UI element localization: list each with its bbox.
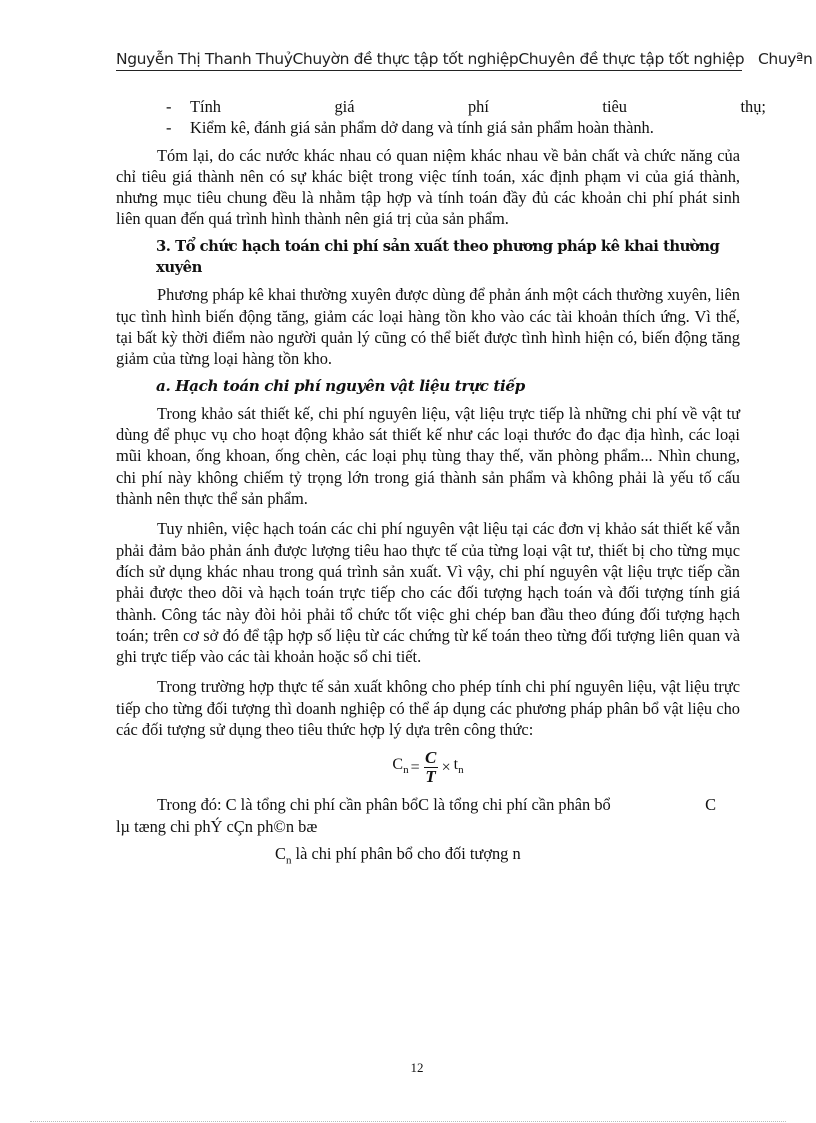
bullet-word: tiêu <box>602 97 627 116</box>
bullet-text <box>190 96 766 117</box>
formula-lhs: $C_n$ <box>392 755 409 776</box>
bullet-word: thụ; <box>740 97 766 116</box>
allocation-formula <box>116 746 740 788</box>
where-note: $C_n$ là chi phí phân bổ cho đối tượng n <box>275 843 521 867</box>
bullet-dash: - <box>166 97 172 116</box>
section-heading: 3. Tổ chức hạch toán chi phí sản xuất theo phương pháp kê khai thường xuyên <box>156 237 720 277</box>
sub-heading: a. Hạch toán chi phí nguyên vật liệu trực tiếp <box>156 376 525 395</box>
where-line-2: lµ tæng chi phÝ cÇn ph©n bæ <box>116 816 318 836</box>
section-intro-paragraph: Phương pháp kê khai thường xuyên được dùng để phản ánh một cách thường xuyên, liên tục tình hình biến động tăng, giảm các loại hàng tồn kho vào các tài khoản thích ứng. Vì thế, tại bất kỳ thời điểm nào người quản lý cũng có thể biết được tình hình hiện có, biến động tăng giảm của từng loại hàng tồn kho. <box>116 285 740 369</box>
formula-fraction <box>424 749 438 786</box>
paragraph-3: Trong trường hợp thực tế sản xuất không cho phép tính chi phí nguyên liệu, vật liệu trực tiếp cho từng đối tượng thì doanh nghiệp có thể áp dụng các phương pháp phân bổ vật liệu cho các đối tượng sử dụng theo tiêu thức hợp lý dựa trên công thức: <box>116 677 740 740</box>
where-line-1 <box>116 794 740 815</box>
formula-times: × <box>441 758 451 776</box>
paragraph-1: Trong khảo sát thiết kế, chi phí nguyên liệu, vật liệu trực tiếp là những chi phí về vật tư dùng để phục vụ cho hoạt động khảo sát thiết kế như các loại thước đo đạc địa hình, các loại mũi khoan, ống khoan, ống chèn, các loại phụ tùng thay thế, văn phòng phẩm... Nhìn chung, chi phí này không chiếm tỷ trọng lớn trong giá thành sản phẩm và không phải là yếu tố cấu thành nên thực thể sản phẩm. <box>116 403 740 509</box>
formula-numerator: C <box>424 747 437 767</box>
formula-rhs: $t_n$ <box>453 755 464 776</box>
formula-denominator: T <box>425 766 436 786</box>
bullet-word: phí <box>467 97 489 116</box>
where-right-symbol: C <box>705 795 716 815</box>
page-number: 12 <box>410 1060 424 1075</box>
bullet-item-2 <box>116 117 740 138</box>
header-rule <box>116 70 742 71</box>
footer-rule <box>30 1121 786 1122</box>
bullet-dash: - <box>166 118 172 138</box>
where-text: Trong đó: C là tổng chi phí cần phân bổC là tổng chi phí cần phân bổ <box>157 795 611 815</box>
bullet-item-1 <box>116 96 766 117</box>
header-right-fragment: Chuyªn <box>758 50 813 68</box>
bullet-word: Tính <box>190 97 221 116</box>
summary-paragraph: Tóm lại, do các nước khác nhau có quan niệm khác nhau về bản chất và chức năng của chỉ tiêu giá thành nên có sự khác biệt trong việc tính toán, xác định phạm vi của giá thành, nhưng mục tiêu chung đều là nhằm tập hợp và tính toán đầy đủ các khoản chi phí phát sinh liên quan đến quá trình hình thành nên giá trị của sản phẩm. <box>116 145 740 229</box>
paragraph-2: Tuy nhiên, việc hạch toán các chi phí nguyên vật liệu tại các đơn vị khảo sát thiết kế vẫn phải đảm bảo phản ánh được lượng tiêu hao thực tế của từng loại vật tư, thiết bị cho từng mục đích sử dụng khác nhau trong quá trình sản xuất. Vì vậy, chi phí nguyên vật liệu trực tiếp cần phải được theo dõi và hạch toán trực tiếp cho các đối tượng hạch toán và đối tượng tính giá thành. Công tác này đòi hỏi phải tổ chức tốt việc ghi chép ban đầu theo đúng đối tượng hạch toán; trên cơ sở đó để tập hợp số liệu từ các chứng từ kế toán theo từng đối tượng liên quan và ghi trực tiếp vào các tài khoản hoặc sổ chi tiết. <box>116 519 740 667</box>
bullet-text: Kiểm kê, đánh giá sản phẩm dở dang và tính giá sản phẩm hoàn thành. <box>190 118 654 138</box>
bullet-word: giá <box>334 97 355 116</box>
formula-equals: = <box>410 758 420 776</box>
document-body <box>116 96 766 871</box>
running-header <box>116 48 816 70</box>
header-title: Nguyễn Thị Thanh ThuỷChuyờn đề thực tập tốt nghiệpChuyên đề thực tập tốt nghiệp <box>116 50 745 68</box>
